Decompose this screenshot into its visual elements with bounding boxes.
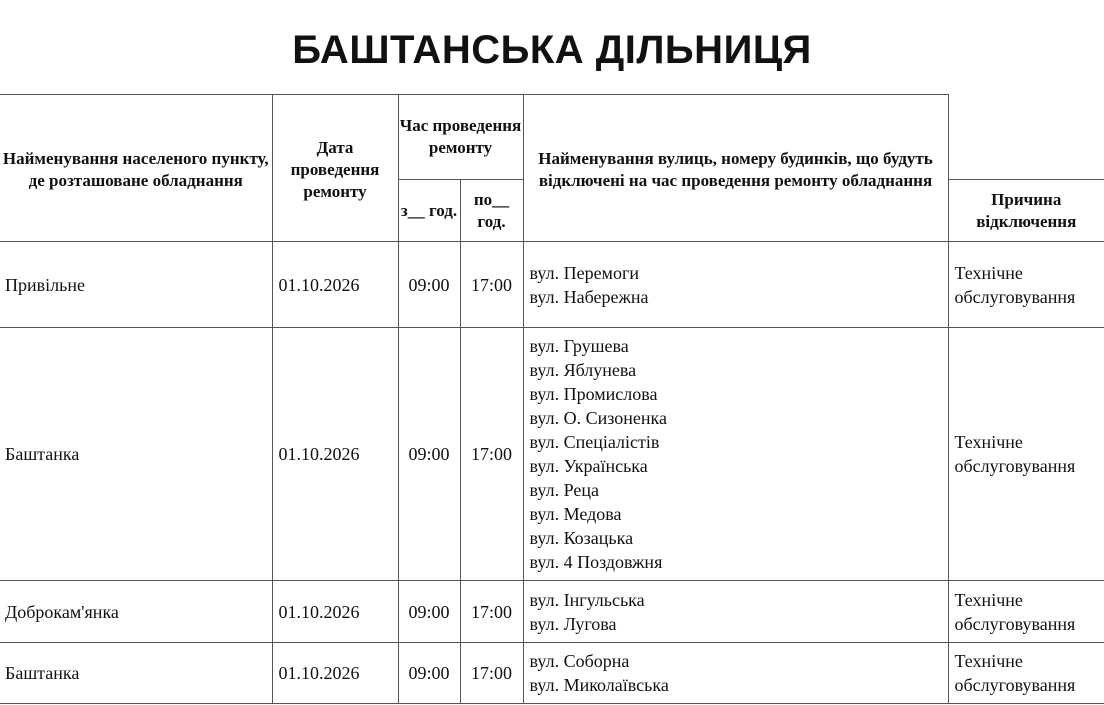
street-item: вул. Спеціалістів xyxy=(529,432,660,452)
header-date: Дата проведення ремонту xyxy=(272,95,398,242)
street-item: вул. Миколаївська xyxy=(529,675,669,695)
time-to-cell: 17:00 xyxy=(460,242,523,328)
street-item: вул. 4 Поздовжня xyxy=(529,552,663,572)
reason-cell: Технічне обслуговування xyxy=(948,328,1104,581)
date-cell: 01.10.2026 xyxy=(272,581,398,643)
time-to-cell: 17:00 xyxy=(460,328,523,581)
time-to-cell: 17:00 xyxy=(460,643,523,704)
street-item: вул. Лугова xyxy=(529,613,617,634)
table-body xyxy=(0,242,1104,704)
street-item: вул. Медова xyxy=(529,504,622,524)
reason-cell: Технічне обслуговування xyxy=(948,581,1104,643)
place-cell: Привільне xyxy=(0,242,272,328)
outage-schedule-table xyxy=(0,94,1104,704)
header-time: Час проведення ремонту xyxy=(398,95,523,180)
page-title: БАШТАНСЬКА ДІЛЬНИЦЯ xyxy=(292,28,812,72)
street-item: вул. Яблунева xyxy=(529,360,637,380)
reason-cell: Технічне обслуговування xyxy=(948,643,1104,704)
streets-cell xyxy=(523,328,948,581)
date-cell: 01.10.2026 xyxy=(272,643,398,704)
streets-cell xyxy=(523,581,948,643)
streets-cell xyxy=(523,242,948,328)
place-cell: Баштанка xyxy=(0,643,272,704)
time-from-cell: 09:00 xyxy=(398,643,460,704)
streets-cell xyxy=(523,643,948,704)
time-to-cell: 17:00 xyxy=(460,581,523,643)
date-cell: 01.10.2026 xyxy=(272,328,398,581)
table-row xyxy=(0,328,1104,581)
table-row xyxy=(0,581,1104,643)
reason-cell: Технічне обслуговування xyxy=(948,242,1104,328)
place-cell: Доброкам'янка xyxy=(0,581,272,643)
street-item: вул. Промислова xyxy=(529,384,658,404)
table-row xyxy=(0,643,1104,704)
street-item: вул. Реца xyxy=(529,480,599,500)
header-place: Найменування населеного пункту, де розташоване обладнання xyxy=(0,95,272,242)
street-item: вул. Українська xyxy=(529,456,648,476)
header-blank-cell xyxy=(948,95,1104,180)
street-item: вул. Грушева xyxy=(529,336,629,356)
date-cell: 01.10.2026 xyxy=(272,242,398,328)
street-item: вул. Козацька xyxy=(529,528,634,548)
header-to: по__ год. xyxy=(460,180,523,242)
header-from: з__ год. xyxy=(398,180,460,242)
street-item: вул. Інгульська xyxy=(529,589,645,610)
street-item: вул. О. Сизоненка xyxy=(529,408,667,428)
time-from-cell: 09:00 xyxy=(398,328,460,581)
street-item: вул. Соборна xyxy=(529,651,630,671)
table-row xyxy=(0,242,1104,328)
time-from-cell: 09:00 xyxy=(398,581,460,643)
header-streets: Найменування вулиць, номеру будинків, що будуть відключені на час проведення ремонту обладнання xyxy=(523,95,948,242)
place-cell: Баштанка xyxy=(0,328,272,581)
header-reason: Причина відключення xyxy=(948,180,1104,242)
street-item: вул. Перемоги xyxy=(529,262,639,283)
time-from-cell: 09:00 xyxy=(398,242,460,328)
street-item: вул. Набережна xyxy=(529,286,649,307)
